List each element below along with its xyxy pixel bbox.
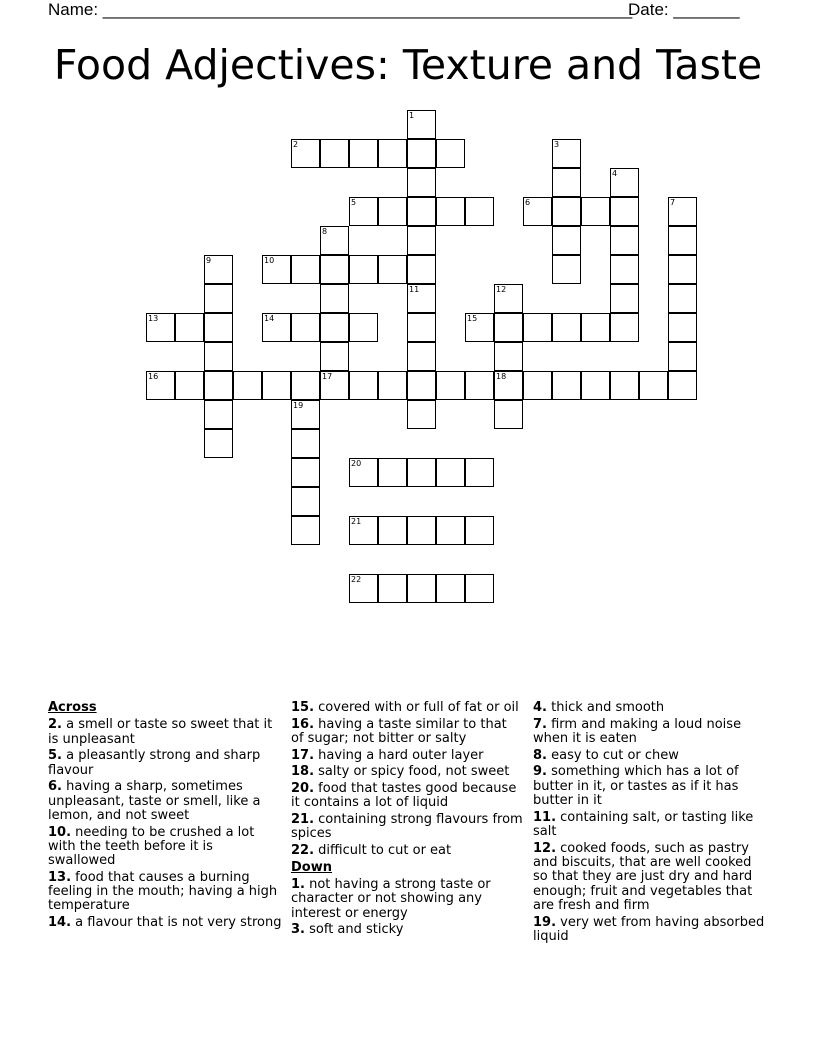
grid-cell[interactable]: [610, 255, 639, 284]
clue-item: [48, 718, 284, 747]
clue-item: [291, 749, 523, 763]
across-heading: Across: [48, 700, 97, 715]
clue-item-text: cooked foods, such as pastry and biscuits, that are well cooked so that they are just dry and hard enough; fruit and vegetables that are fresh and firm: [533, 840, 753, 913]
clue-item: [533, 718, 767, 747]
grid-cell[interactable]: [668, 226, 697, 255]
clue-item-text: easy to cut or chew: [546, 747, 679, 763]
grid-cell[interactable]: [204, 429, 233, 458]
clue-item: [533, 916, 767, 945]
clue-item: [48, 826, 284, 869]
grid-cell[interactable]: [581, 313, 610, 342]
grid-cell[interactable]: [523, 313, 552, 342]
grid-cell[interactable]: [349, 255, 378, 284]
clue-item: [533, 765, 767, 808]
clue-item: [48, 780, 284, 823]
grid-cell[interactable]: [407, 168, 436, 197]
grid-cell[interactable]: [436, 371, 465, 400]
clue-item: [291, 813, 523, 842]
clue-item-text: having a sharp, sometimes unpleasant, taste or smell, like a lemon, and not sweet: [48, 779, 261, 823]
grid-cell[interactable]: [465, 516, 494, 545]
clue-item-text: very wet from having absorbed liquid: [533, 914, 765, 944]
clue-item-text: firm and making a loud noise when it is eaten: [533, 716, 742, 746]
grid-cell[interactable]: [407, 197, 436, 226]
clue-number: 20: [351, 459, 362, 468]
grid-cell[interactable]: [204, 313, 233, 342]
grid-cell[interactable]: [407, 226, 436, 255]
grid-cell[interactable]: [610, 371, 639, 400]
clue-item-number: 5.: [48, 748, 62, 764]
clue-item-text: containing strong flavours from spices: [291, 812, 523, 842]
clue-number: 11: [409, 285, 420, 294]
clue-number: 8: [322, 227, 328, 236]
grid-cell[interactable]: [320, 255, 349, 284]
clue-item-number: 19.: [533, 914, 557, 930]
grid-cell[interactable]: [407, 574, 436, 603]
grid-cell[interactable]: [204, 342, 233, 371]
clue-number: 13: [148, 314, 159, 323]
grid-cell[interactable]: [349, 371, 378, 400]
grid-cell[interactable]: [320, 139, 349, 168]
clue-item-number: 10.: [48, 824, 72, 840]
clue-number: 1: [409, 111, 415, 120]
grid-cell[interactable]: [320, 313, 349, 342]
clue-number: 18: [496, 372, 507, 381]
clue-item-text: a flavour that is not very strong: [71, 915, 282, 931]
grid-cell[interactable]: [407, 400, 436, 429]
grid-cell[interactable]: [668, 342, 697, 371]
clue-number: 21: [351, 517, 362, 526]
grid-cell[interactable]: [668, 255, 697, 284]
clues-column-3: [533, 701, 767, 946]
grid-cell[interactable]: [407, 255, 436, 284]
grid-cell[interactable]: [378, 371, 407, 400]
grid-cell[interactable]: [378, 516, 407, 545]
grid-cell[interactable]: [349, 313, 378, 342]
grid-cell[interactable]: [552, 197, 581, 226]
clue-item-text: having a hard outer layer: [314, 747, 484, 763]
grid-cell[interactable]: [291, 487, 320, 516]
grid-cell[interactable]: [378, 458, 407, 487]
grid-cell[interactable]: [175, 313, 204, 342]
clue-number: 2: [293, 140, 299, 149]
grid-cell[interactable]: [378, 197, 407, 226]
down-heading: Down: [291, 859, 332, 875]
page-title: Food Adjectives: Texture and Taste: [53, 41, 763, 89]
grid-cell[interactable]: [320, 342, 349, 371]
clue-item-number: 16.: [291, 716, 315, 732]
clue-item-number: 17.: [291, 747, 315, 763]
clue-item-text: needing to be crushed a lot with the teeth before it is swallowed: [48, 824, 255, 869]
grid-cell[interactable]: [436, 516, 465, 545]
grid-cell[interactable]: [465, 458, 494, 487]
grid-cell[interactable]: [291, 516, 320, 545]
clue-item-number: 21.: [291, 812, 315, 828]
clue-item-text: not having a strong taste or character or not showing any interest or energy: [291, 877, 491, 921]
clue-item-number: 12.: [533, 840, 557, 856]
clue-number: 22: [351, 575, 362, 584]
clue-item-text: food that causes a burning feeling in the mouth; having a high temperature: [48, 869, 278, 914]
grid-cell[interactable]: [465, 574, 494, 603]
clue-item: [291, 718, 523, 747]
clue-item: [48, 871, 284, 914]
clue-number: 5: [351, 198, 357, 207]
grid-cell[interactable]: [320, 284, 349, 313]
clue-item-text: difficult to cut or eat: [314, 843, 452, 859]
grid-cell[interactable]: [436, 139, 465, 168]
grid-cell[interactable]: [552, 226, 581, 255]
grid-cell[interactable]: [291, 255, 320, 284]
grid-cell[interactable]: [378, 574, 407, 603]
grid-cell[interactable]: [465, 197, 494, 226]
clue-item-number: 2.: [48, 717, 62, 733]
clue-number: 9: [206, 256, 212, 265]
clue-number: 10: [264, 256, 275, 265]
grid-cell[interactable]: [378, 255, 407, 284]
grid-cell[interactable]: [465, 371, 494, 400]
clue-item-number: 9.: [533, 764, 547, 780]
clue-number: 7: [670, 198, 676, 207]
clue-item-text: soft and sticky: [304, 922, 404, 938]
clue-item: [533, 811, 767, 840]
grid-cell[interactable]: [291, 458, 320, 487]
clue-number: 14: [264, 314, 275, 323]
grid-cell[interactable]: [436, 574, 465, 603]
grid-cell[interactable]: [291, 371, 320, 400]
clue-number: 15: [467, 314, 478, 323]
clue-item: [533, 749, 767, 763]
clue-item-text: a pleasantly strong and sharp flavour: [48, 748, 261, 778]
clue-item-text: having a taste similar to that of sugar; not bitter or salty: [291, 716, 507, 746]
grid-cell[interactable]: [407, 516, 436, 545]
grid-cell[interactable]: [552, 255, 581, 284]
grid-cell[interactable]: [175, 371, 204, 400]
name-field[interactable]: Name: ________________________________________________________: [48, 0, 633, 19]
clue-item: [533, 842, 767, 913]
grid-cell[interactable]: [204, 371, 233, 400]
grid-cell[interactable]: [291, 313, 320, 342]
clue-item-text: something which has a lot of butter in it, or tastes as if it has butter in it: [533, 764, 739, 808]
clue-item-number: 3.: [291, 922, 305, 938]
grid-cell[interactable]: [610, 313, 639, 342]
grid-cell[interactable]: [349, 139, 378, 168]
clue-item-number: 1.: [291, 877, 305, 892]
clue-item: [291, 701, 523, 715]
grid-cell[interactable]: [552, 168, 581, 197]
grid-cell[interactable]: [494, 400, 523, 429]
clue-item-text: a smell or taste so sweet that it is unpleasant: [48, 717, 273, 747]
grid-cell[interactable]: [407, 458, 436, 487]
grid-cell[interactable]: [436, 458, 465, 487]
clue-item: [291, 923, 523, 937]
clues-column-1: [48, 701, 284, 933]
grid-cell[interactable]: [668, 313, 697, 342]
clue-item-text: food that tastes good because it contains a lot of liquid: [291, 781, 517, 811]
clue-item-number: 8.: [533, 747, 547, 763]
grid-cell[interactable]: [204, 400, 233, 429]
clue-number: 16: [148, 372, 159, 381]
clue-item-number: 4.: [533, 700, 547, 715]
clue-item-number: 22.: [291, 843, 315, 859]
clue-item-text: containing salt, or tasting like salt: [533, 809, 754, 839]
grid-cell[interactable]: [407, 342, 436, 371]
clue-item: [291, 844, 523, 858]
clue-item-text: thick and smooth: [546, 700, 665, 715]
grid-cell[interactable]: [494, 313, 523, 342]
clue-item-number: 15.: [291, 700, 315, 715]
grid-cell[interactable]: [552, 313, 581, 342]
clue-item: [291, 765, 523, 779]
grid-cell[interactable]: [610, 226, 639, 255]
clue-number: 17: [322, 372, 333, 381]
grid-cell[interactable]: [407, 313, 436, 342]
clue-number: 4: [612, 169, 618, 178]
clue-item: [291, 782, 523, 811]
grid-cell[interactable]: [552, 371, 581, 400]
clue-number: 3: [554, 140, 560, 149]
clue-item: [48, 749, 284, 778]
clue-item-number: 13.: [48, 869, 72, 885]
clue-item: [533, 701, 767, 715]
grid-cell[interactable]: [523, 371, 552, 400]
grid-cell[interactable]: [494, 342, 523, 371]
clue-number: 12: [496, 285, 507, 294]
clue-item-number: 11.: [533, 809, 557, 825]
clue-item: [291, 878, 523, 921]
grid-cell[interactable]: [436, 197, 465, 226]
grid-cell[interactable]: [610, 197, 639, 226]
grid-cell[interactable]: [407, 371, 436, 400]
grid-cell[interactable]: [610, 284, 639, 313]
grid-cell[interactable]: [291, 429, 320, 458]
grid-cell[interactable]: [668, 284, 697, 313]
clue-number: 6: [525, 198, 531, 207]
date-field[interactable]: Date: _______: [628, 0, 740, 19]
clue-item-number: 20.: [291, 781, 315, 797]
grid-cell[interactable]: [233, 371, 262, 400]
grid-cell[interactable]: [581, 197, 610, 226]
clue-item-number: 7.: [533, 716, 547, 732]
grid-cell[interactable]: [581, 371, 610, 400]
grid-cell[interactable]: [204, 284, 233, 313]
clue-item: [48, 916, 284, 930]
clue-item-text: covered with or full of fat or oil: [314, 700, 519, 715]
clue-number: 19: [293, 401, 304, 410]
grid-cell[interactable]: [407, 139, 436, 168]
grid-cell[interactable]: [668, 371, 697, 400]
clues-column-2: [291, 701, 523, 940]
clue-item-number: 6.: [48, 779, 62, 795]
grid-cell[interactable]: [378, 139, 407, 168]
clue-item-number: 14.: [48, 915, 72, 931]
clue-item-number: 18.: [291, 764, 315, 780]
grid-cell[interactable]: [262, 371, 291, 400]
clue-item-text: salty or spicy food, not sweet: [314, 764, 510, 780]
grid-cell[interactable]: [639, 371, 668, 400]
